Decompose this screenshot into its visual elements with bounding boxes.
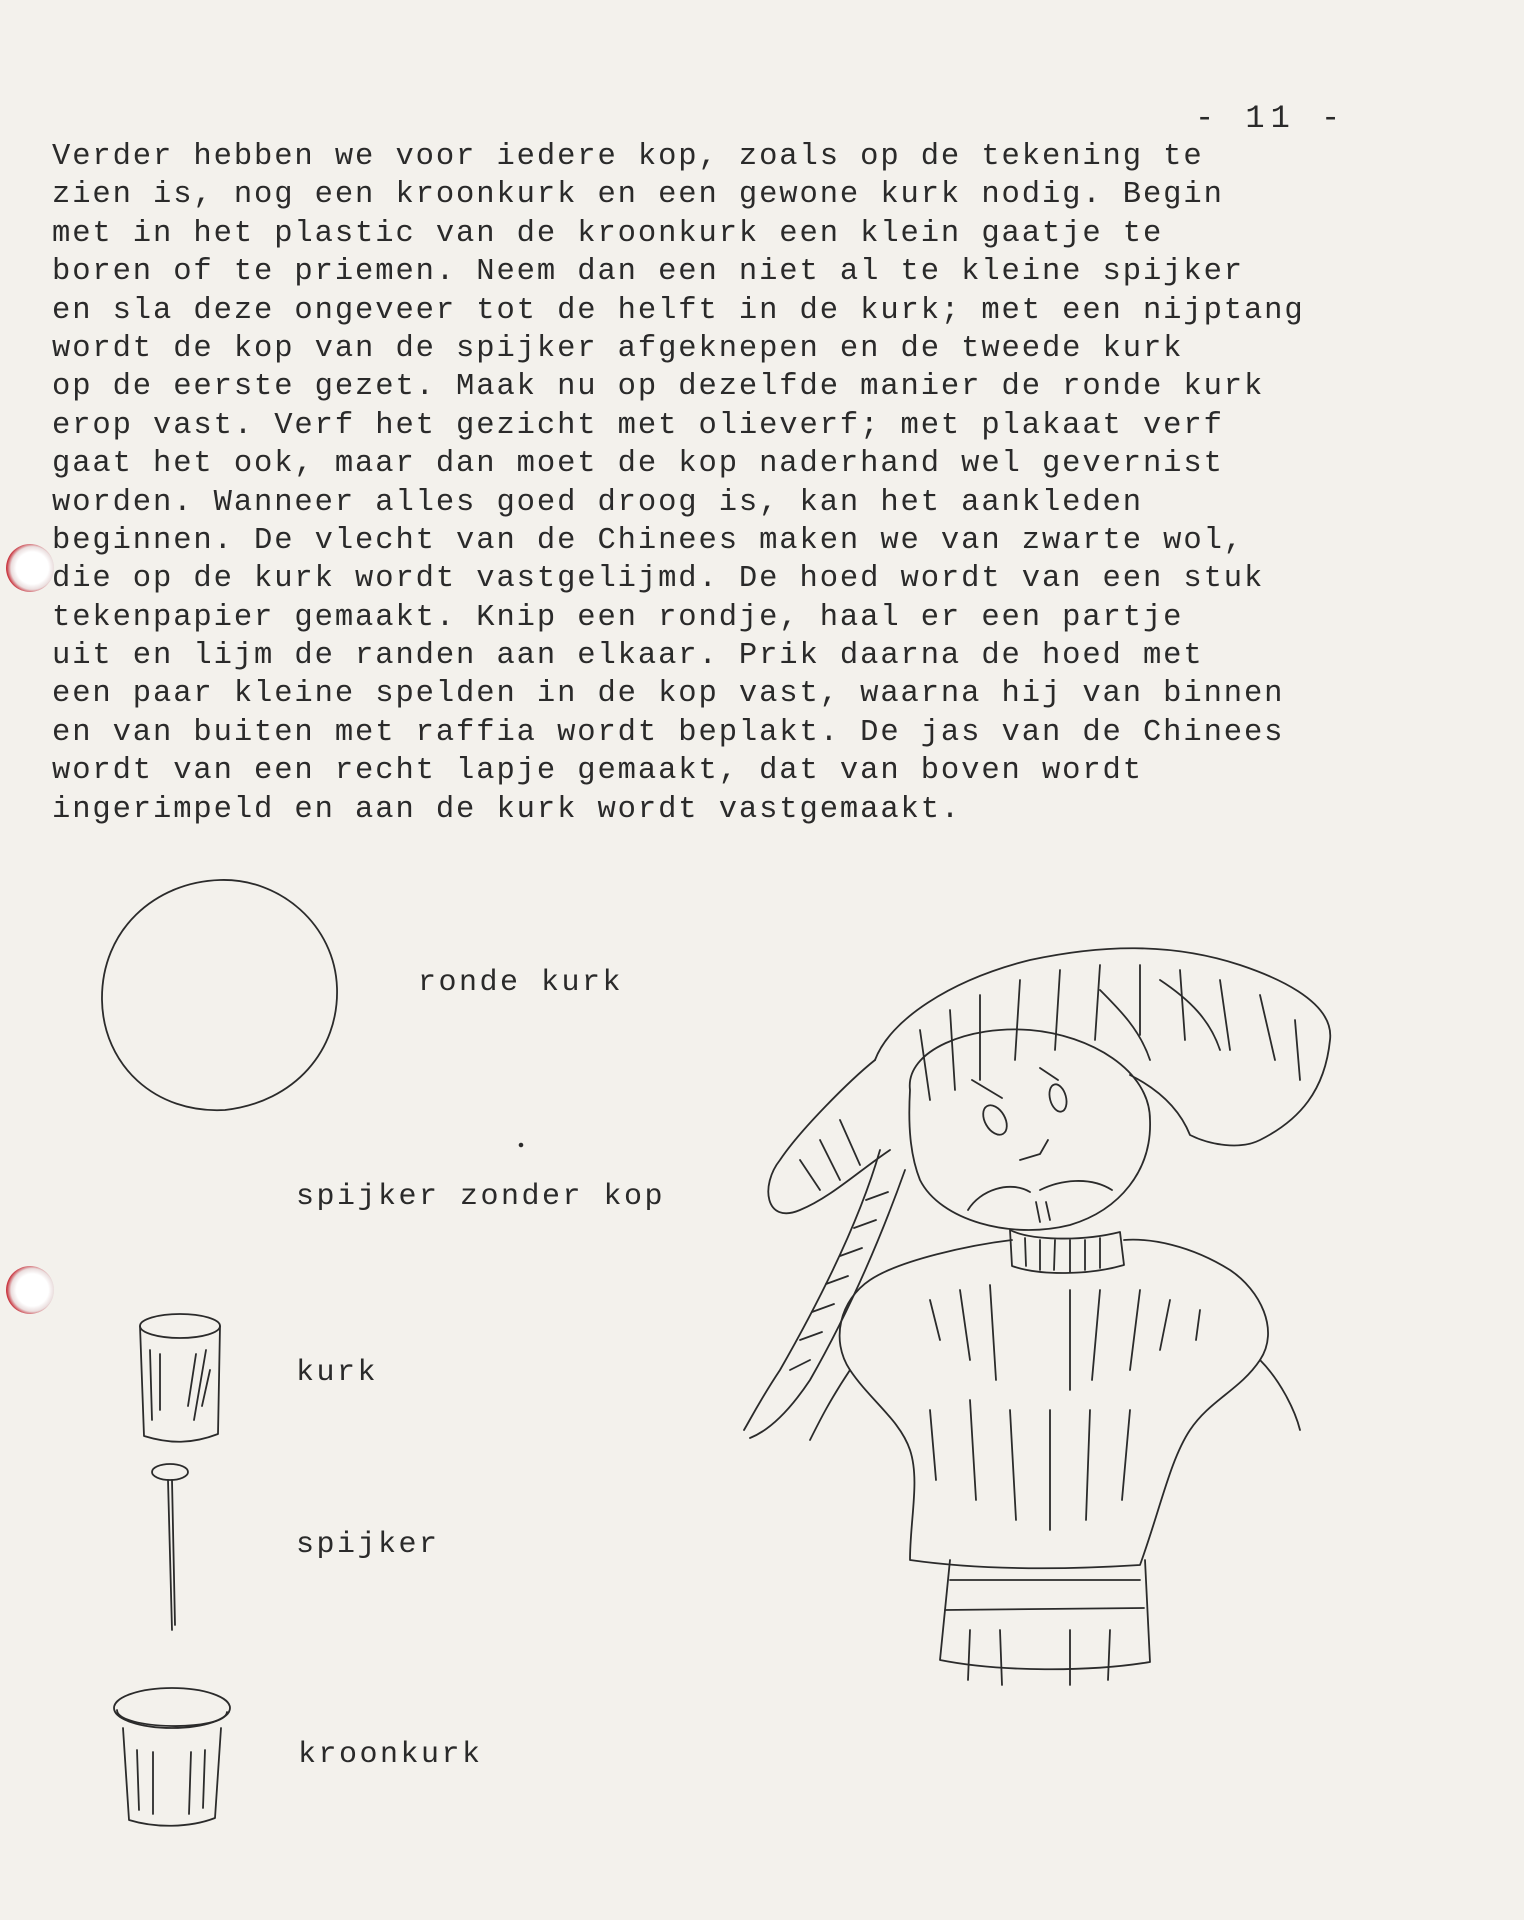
paragraph-line: met in het plastic van de kroonkurk een klein gaatje te: [52, 216, 1164, 251]
paragraph-line: erop vast. Verf het gezicht met olieverf; met plakaat verf: [52, 408, 1224, 443]
paragraph-line: die op de kurk wordt vastgelijmd. De hoed wordt van een stuk: [52, 562, 1265, 597]
paragraph-line: boren of te priemen. Neem dan een niet al te kleine spijker: [52, 255, 1244, 290]
label-spijker-zonder-kop: spijker zonder kop: [296, 1180, 666, 1214]
label-spijker: spijker: [296, 1528, 440, 1562]
crown-cork-drawing: [105, 1680, 240, 1830]
label-kurk: kurk: [296, 1356, 379, 1390]
paragraph-line: zien is, nog een kroonkurk en een gewone kurk nodig. Begin: [52, 178, 1224, 213]
chinese-puppet-drawing: [740, 940, 1340, 1700]
paragraph-line: worden. Wanneer alles goed droog is, kan het aankleden: [52, 485, 1143, 520]
instruction-paragraph: [52, 138, 1452, 829]
paragraph-line: beginnen. De vlecht van de Chinees maken we van zwarte wol,: [52, 523, 1244, 558]
paragraph-line: op de eerste gezet. Maak nu op dezelfde manier de ronde kurk: [52, 370, 1265, 405]
label-ronde-kurk: ronde kurk: [418, 966, 624, 1000]
paragraph-line: wordt van een recht lapje gemaakt, dat van boven wordt: [52, 754, 1143, 789]
paragraph-line: ingerimpeld en aan de kurk wordt vastgemaakt.: [52, 792, 962, 827]
paragraph-line: uit en lijm de randen aan elkaar. Prik daarna de hoed met: [52, 639, 1204, 674]
paragraph-line: gaat het ook, maar dan moet de kop naderhand wel gevernist: [52, 447, 1224, 482]
paragraph-line: wordt de kop van de spijker afgeknepen en de tweede kurk: [52, 331, 1184, 366]
paragraph-line: een paar kleine spelden in de kop vast, waarna hij van binnen: [52, 677, 1285, 712]
round-cork-drawing: [95, 870, 345, 1120]
punch-hole-top: [6, 544, 54, 592]
paragraph-line: en van buiten met raffia wordt beplakt. De jas van de Chinees: [52, 715, 1285, 750]
paragraph-line: Verder hebben we voor iedere kop, zoals op de tekening te: [52, 140, 1204, 174]
paragraph-line: en sla deze ongeveer tot de helft in de kurk; met een nijptang: [52, 293, 1305, 328]
nail-drawing: [140, 1460, 200, 1640]
paragraph-line: tekenpapier gemaakt. Knip een rondje, haal er een partje: [52, 600, 1184, 635]
label-kroonkurk: kroonkurk: [298, 1738, 483, 1772]
headless-nail-drawing: [516, 1140, 526, 1150]
punch-hole-bottom: [6, 1266, 54, 1314]
cork-drawing: [130, 1310, 230, 1450]
page-number: - 11 -: [1195, 100, 1347, 137]
